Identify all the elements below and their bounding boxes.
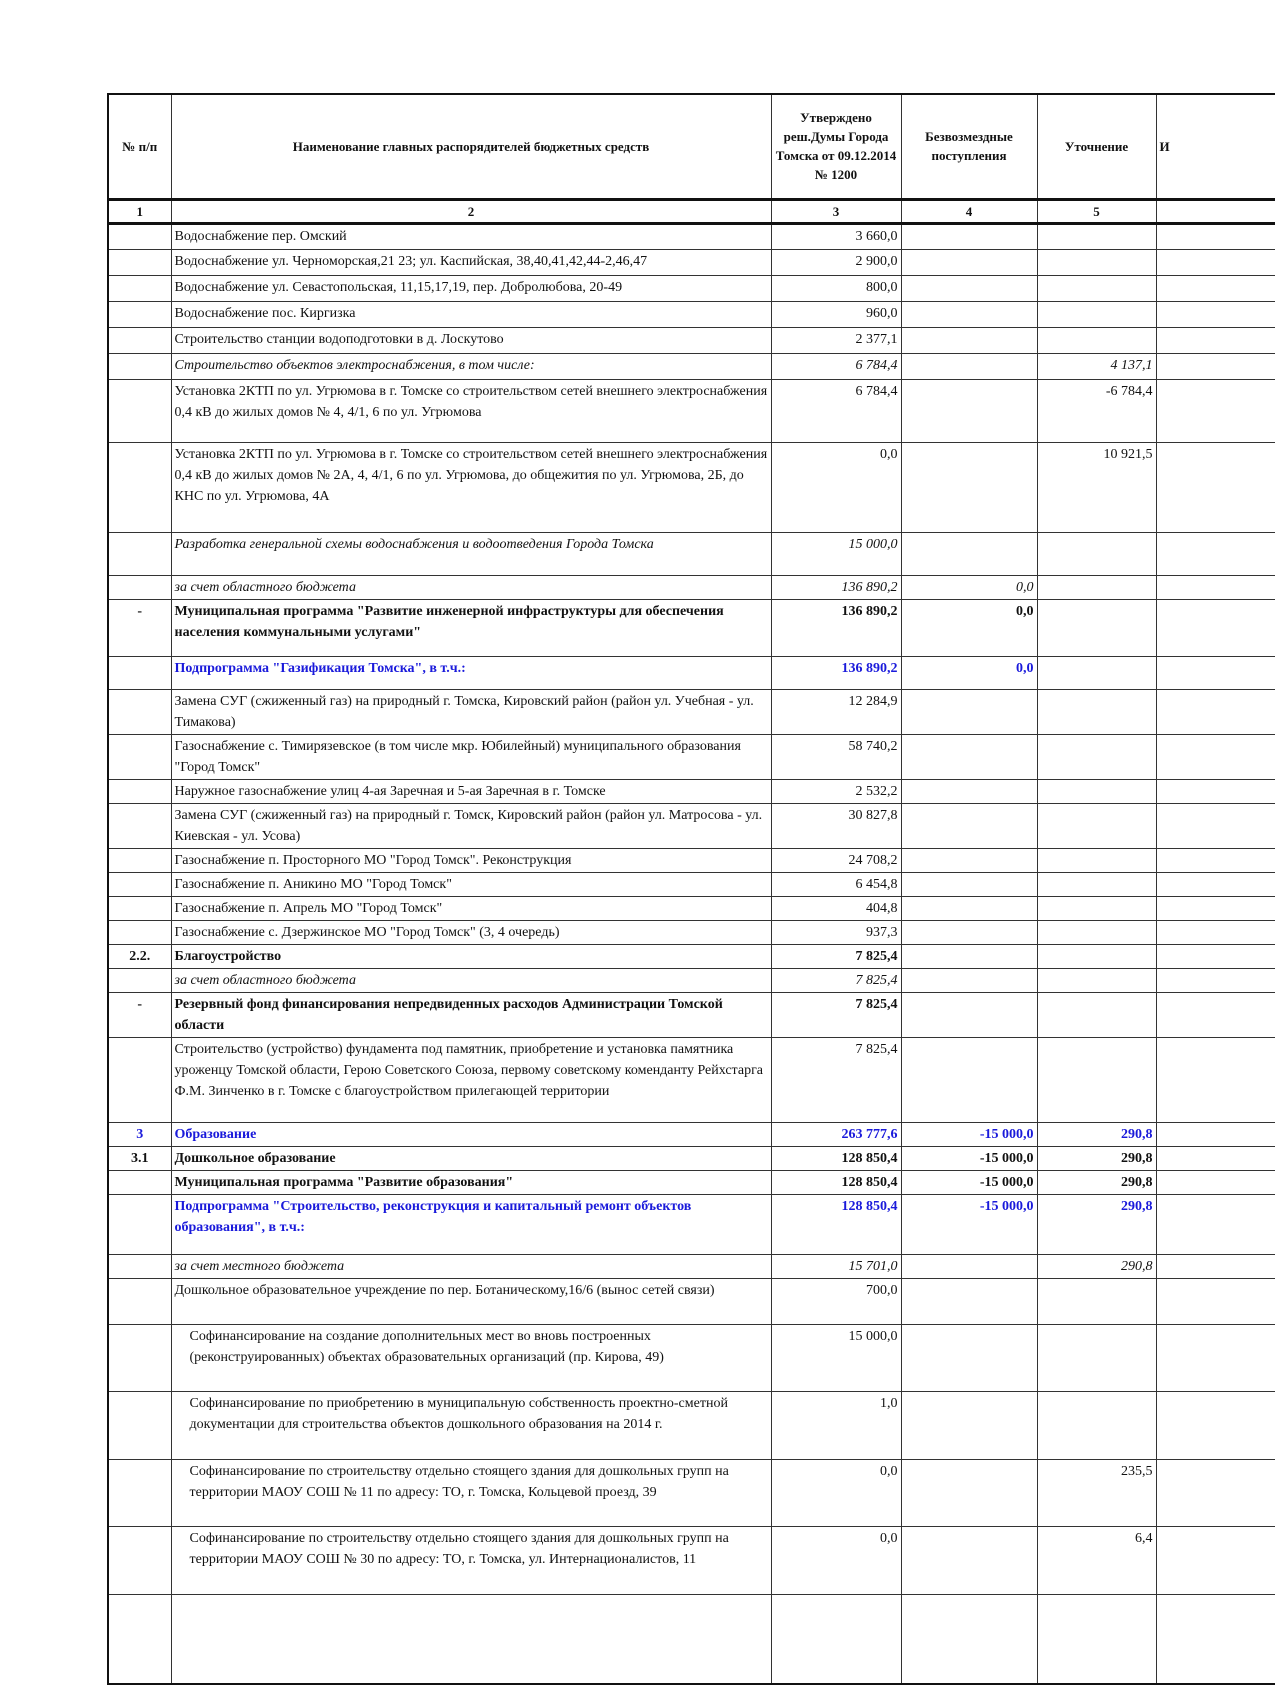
row-grants [901,779,1037,803]
row-grants: -15 000,0 [901,1146,1037,1170]
row-total [1156,275,1275,301]
row-grants [901,968,1037,992]
row-name: Водоснабжение пос. Киргизка [171,301,771,327]
row-approved [771,1594,901,1684]
table-row [108,275,1275,301]
row-total [1156,1122,1275,1146]
row-number: 3.1 [108,1146,171,1170]
header-approved: Утверждено реш.Думы Города Томска от 09.12.2014 № 1200 [771,94,901,199]
row-total [1156,599,1275,656]
row-approved: 6 784,4 [771,353,901,379]
row-adjustment: 290,8 [1037,1122,1156,1146]
row-grants [901,872,1037,896]
row-total [1156,920,1275,944]
table-row [108,1194,1275,1254]
row-number [108,1194,171,1254]
row-adjustment [1037,275,1156,301]
row-number [108,1324,171,1391]
row-adjustment [1037,1391,1156,1459]
row-grants [901,1459,1037,1526]
row-approved: 136 890,2 [771,575,901,599]
row-grants [901,920,1037,944]
row-number [108,689,171,734]
row-adjustment [1037,920,1156,944]
row-total [1156,1037,1275,1122]
row-adjustment [1037,223,1156,249]
row-adjustment [1037,532,1156,575]
table-row [108,379,1275,442]
table-row [108,992,1275,1037]
row-approved: 15 000,0 [771,532,901,575]
row-grants [901,944,1037,968]
table-row [108,944,1275,968]
row-adjustment [1037,848,1156,872]
row-total [1156,656,1275,689]
row-total [1156,575,1275,599]
row-approved: 6 784,4 [771,379,901,442]
row-total [1156,872,1275,896]
row-adjustment [1037,1278,1156,1324]
row-name: Резервный фонд финансирования непредвиденных расходов Администрации Томской области [171,992,771,1037]
row-number [108,872,171,896]
row-number: 3 [108,1122,171,1146]
row-name: Строительство объектов электроснабжения, в том числе: [171,353,771,379]
row-approved: 0,0 [771,1526,901,1594]
table-row [108,803,1275,848]
row-name: Газоснабжение п. Просторного МО "Город Томск". Реконструкция [171,848,771,872]
row-number [108,896,171,920]
row-name: Газоснабжение с. Дзержинское МО "Город Томск" (3, 4 очередь) [171,920,771,944]
row-name: Софинансирование по приобретению в муниципальную собственность проектно-сметной документации для строительства объектов дошкольного образования на 2014 г. [171,1391,771,1459]
row-grants [901,301,1037,327]
row-total [1156,779,1275,803]
row-approved: 404,8 [771,896,901,920]
row-approved: 0,0 [771,1459,901,1526]
row-grants [901,1391,1037,1459]
row-number [108,301,171,327]
table-row [108,575,1275,599]
row-adjustment [1037,779,1156,803]
row-name: Подпрограмма "Строительство, реконструкция и капитальный ремонт объектов образования", в т.ч.: [171,1194,771,1254]
row-approved: 24 708,2 [771,848,901,872]
row-total [1156,944,1275,968]
row-grants: 0,0 [901,656,1037,689]
row-name: Установка 2КТП по ул. Угрюмова в г. Томске со строительством сетей внешнего электроснабжения 0,4 кВ до жилых домов № 2А, 4, 4/1, 6 по ул. Угрюмова, до общежития по ул. Угрюмова, 2Б, до КНС по ул. Угрюмова, 4А [171,442,771,532]
table-row [108,1391,1275,1459]
row-adjustment [1037,1594,1156,1684]
row-number [108,532,171,575]
row-total [1156,532,1275,575]
row-number [108,920,171,944]
row-approved: 7 825,4 [771,992,901,1037]
row-number [108,249,171,275]
row-grants [901,442,1037,532]
row-approved: 136 890,2 [771,656,901,689]
row-total [1156,734,1275,779]
row-name: Замена СУГ (сжиженный газ) на природный г. Томска, Кировский район (район ул. Учебная - ул. Тимакова) [171,689,771,734]
row-adjustment: 235,5 [1037,1459,1156,1526]
row-number [108,848,171,872]
row-name: Дошкольное образовательное учреждение по пер. Ботаническому,16/6 (вынос сетей связи) [171,1278,771,1324]
row-approved: 960,0 [771,301,901,327]
row-name: Строительство (устройство) фундамента под памятник, приобретение и установка памятника уроженцу Томской области, Герою Советского Союза, первому советскому коменданту Рейхстарга Ф.М. Зинченко в г. Томске с благоустройством прилегающей территории [171,1037,771,1122]
row-approved: 12 284,9 [771,689,901,734]
row-adjustment [1037,327,1156,353]
table-row [108,1037,1275,1122]
row-approved: 136 890,2 [771,599,901,656]
table-row [108,353,1275,379]
row-approved: 263 777,6 [771,1122,901,1146]
row-grants [901,689,1037,734]
row-adjustment [1037,301,1156,327]
row-number [108,1594,171,1684]
row-number [108,275,171,301]
row-approved: 3 660,0 [771,223,901,249]
table-row [108,1324,1275,1391]
row-approved: 15 701,0 [771,1254,901,1278]
row-total [1156,689,1275,734]
row-name: Газоснабжение с. Тимирязевское (в том числе мкр. Юбилейный) муниципального образования "Город Томск" [171,734,771,779]
row-adjustment: 10 921,5 [1037,442,1156,532]
row-total [1156,1594,1275,1684]
row-number [108,779,171,803]
column-index: 1 [108,199,171,223]
row-name [171,1594,771,1684]
row-name: Подпрограмма "Газификация Томска", в т.ч.: [171,656,771,689]
table-row [108,599,1275,656]
row-name: Замена СУГ (сжиженный газ) на природный г. Томск, Кировский район (район ул. Матросова - ул. Киевская - ул. Усова) [171,803,771,848]
row-grants [901,1254,1037,1278]
row-number: - [108,992,171,1037]
table-row [108,327,1275,353]
row-approved: 30 827,8 [771,803,901,848]
row-total [1156,223,1275,249]
row-number [108,1170,171,1194]
row-total [1156,1194,1275,1254]
table-row [108,301,1275,327]
row-approved: 128 850,4 [771,1194,901,1254]
row-grants [901,223,1037,249]
row-number [108,1254,171,1278]
table-row [108,779,1275,803]
column-index: 2 [171,199,771,223]
row-number: 2.2. [108,944,171,968]
row-total [1156,968,1275,992]
row-number [108,1037,171,1122]
row-adjustment [1037,896,1156,920]
row-approved: 2 377,1 [771,327,901,353]
header-name: Наименование главных распорядителей бюджетных средств [171,94,771,199]
row-approved: 7 825,4 [771,944,901,968]
row-adjustment: -6 784,4 [1037,379,1156,442]
row-number [108,353,171,379]
row-number [108,327,171,353]
row-total [1156,803,1275,848]
row-name: Муниципальная программа "Развитие образования" [171,1170,771,1194]
row-name: за счет областного бюджета [171,968,771,992]
row-grants [901,896,1037,920]
row-number [108,734,171,779]
row-name: Софинансирование по строительству отдельно стоящего здания для дошкольных групп на территории МАОУ СОШ № 11 по адресу: ТО, г. Томска, Кольцевой проезд, 39 [171,1459,771,1526]
header-grants: Безвозмездные поступления [901,94,1037,199]
row-number [108,1278,171,1324]
row-approved: 15 000,0 [771,1324,901,1391]
row-approved: 128 850,4 [771,1146,901,1170]
row-name: Установка 2КТП по ул. Угрюмова в г. Томске со строительством сетей внешнего электроснабжения 0,4 кВ до жилых домов № 4, 4/1, 6 по ул. Угрюмова [171,379,771,442]
row-adjustment [1037,992,1156,1037]
row-name: Строительство станции водоподготовки в д. Лоскутово [171,327,771,353]
row-grants [901,327,1037,353]
row-adjustment [1037,1037,1156,1122]
row-adjustment: 6,4 [1037,1526,1156,1594]
row-adjustment: 290,8 [1037,1194,1156,1254]
row-number [108,379,171,442]
row-grants [901,275,1037,301]
table-row [108,1254,1275,1278]
row-adjustment [1037,968,1156,992]
row-total [1156,1170,1275,1194]
header-total: И [1156,94,1275,199]
row-name: Газоснабжение п. Аникино МО "Город Томск" [171,872,771,896]
row-total [1156,1526,1275,1594]
row-name: Разработка генеральной схемы водоснабжения и водоотведения Города Томска [171,532,771,575]
row-number [108,803,171,848]
table-row [108,896,1275,920]
table-row [108,1170,1275,1194]
row-grants: -15 000,0 [901,1170,1037,1194]
table-row [108,249,1275,275]
row-total [1156,896,1275,920]
table-row [108,734,1275,779]
row-approved: 58 740,2 [771,734,901,779]
row-name: Водоснабжение пер. Омский [171,223,771,249]
table-row [108,223,1275,249]
row-name: Наружное газоснабжение улиц 4-ая Заречная и 5-ая Заречная в г. Томске [171,779,771,803]
row-number [108,656,171,689]
row-approved: 2 900,0 [771,249,901,275]
row-total [1156,992,1275,1037]
row-total [1156,327,1275,353]
row-adjustment: 4 137,1 [1037,353,1156,379]
row-approved: 2 532,2 [771,779,901,803]
table-row [108,442,1275,532]
row-adjustment [1037,1324,1156,1391]
row-total [1156,1324,1275,1391]
row-adjustment [1037,249,1156,275]
row-name: за счет местного бюджета [171,1254,771,1278]
table-row [108,920,1275,944]
row-name: Софинансирование по строительству отдельно стоящего здания для дошкольных групп на территории МАОУ СОШ № 30 по адресу: ТО, г. Томска, ул. Интернационалистов, 11 [171,1526,771,1594]
row-grants [901,532,1037,575]
header-number: № п/п [108,94,171,199]
row-approved: 0,0 [771,442,901,532]
row-number: - [108,599,171,656]
row-adjustment [1037,734,1156,779]
row-adjustment [1037,944,1156,968]
row-number [108,575,171,599]
row-total [1156,1459,1275,1526]
row-adjustment [1037,803,1156,848]
table-row [108,1526,1275,1594]
row-name: Муниципальная программа "Развитие инженерной инфраструктуры для обеспечения населения коммунальными услугами" [171,599,771,656]
row-grants: -15 000,0 [901,1194,1037,1254]
row-number [108,1391,171,1459]
row-name: за счет областного бюджета [171,575,771,599]
row-total [1156,1391,1275,1459]
column-index [1156,199,1275,223]
row-approved: 700,0 [771,1278,901,1324]
row-grants [901,1278,1037,1324]
row-adjustment [1037,872,1156,896]
row-name: Софинансирование на создание дополнительных мест во вновь построенных (реконструированных) объектах образовательных организаций (пр. Кирова, 49) [171,1324,771,1391]
row-total [1156,1278,1275,1324]
row-grants [901,1324,1037,1391]
row-total [1156,379,1275,442]
table-row [108,968,1275,992]
row-grants: 0,0 [901,575,1037,599]
row-approved: 1,0 [771,1391,901,1459]
budget-table [107,93,1275,1685]
row-name: Водоснабжение ул. Севастопольская, 11,15,17,19, пер. Добролюбова, 20-49 [171,275,771,301]
row-name: Благоустройство [171,944,771,968]
table-row [108,872,1275,896]
row-number [108,1459,171,1526]
row-adjustment: 290,8 [1037,1254,1156,1278]
row-number [108,223,171,249]
row-approved: 128 850,4 [771,1170,901,1194]
table-row [108,1146,1275,1170]
row-total [1156,1146,1275,1170]
row-name: Дошкольное образование [171,1146,771,1170]
row-number [108,442,171,532]
row-total [1156,249,1275,275]
row-adjustment [1037,599,1156,656]
table-header-row [108,94,1275,199]
row-number [108,968,171,992]
table-row [108,848,1275,872]
row-name: Образование [171,1122,771,1146]
row-adjustment: 290,8 [1037,1170,1156,1194]
row-total [1156,1254,1275,1278]
row-total [1156,301,1275,327]
header-adjustment: Уточнение [1037,94,1156,199]
row-grants: -15 000,0 [901,1122,1037,1146]
row-grants [901,992,1037,1037]
table-row [108,1459,1275,1526]
column-index: 3 [771,199,901,223]
row-adjustment: 290,8 [1037,1146,1156,1170]
row-adjustment [1037,689,1156,734]
row-grants [901,848,1037,872]
row-total [1156,442,1275,532]
table-row [108,532,1275,575]
row-adjustment [1037,656,1156,689]
row-grants [901,353,1037,379]
table-row [108,1594,1275,1684]
row-grants [901,1594,1037,1684]
row-number [108,1526,171,1594]
row-approved: 6 454,8 [771,872,901,896]
column-index: 4 [901,199,1037,223]
row-approved: 800,0 [771,275,901,301]
row-total [1156,848,1275,872]
table-body [108,223,1275,1684]
row-grants: 0,0 [901,599,1037,656]
row-grants [901,803,1037,848]
row-approved: 7 825,4 [771,968,901,992]
row-approved: 7 825,4 [771,1037,901,1122]
row-grants [901,249,1037,275]
table-row [108,1278,1275,1324]
row-name: Водоснабжение ул. Черноморская,21 23; ул. Каспийская, 38,40,41,42,44-2,46,47 [171,249,771,275]
column-index: 5 [1037,199,1156,223]
row-adjustment [1037,575,1156,599]
column-index-row [108,199,1275,223]
table-row [108,656,1275,689]
row-grants [901,379,1037,442]
row-total [1156,353,1275,379]
row-approved: 937,3 [771,920,901,944]
table-row [108,689,1275,734]
row-grants [901,734,1037,779]
row-grants [901,1037,1037,1122]
row-name: Газоснабжение п. Апрель МО "Город Томск" [171,896,771,920]
row-grants [901,1526,1037,1594]
table-row [108,1122,1275,1146]
